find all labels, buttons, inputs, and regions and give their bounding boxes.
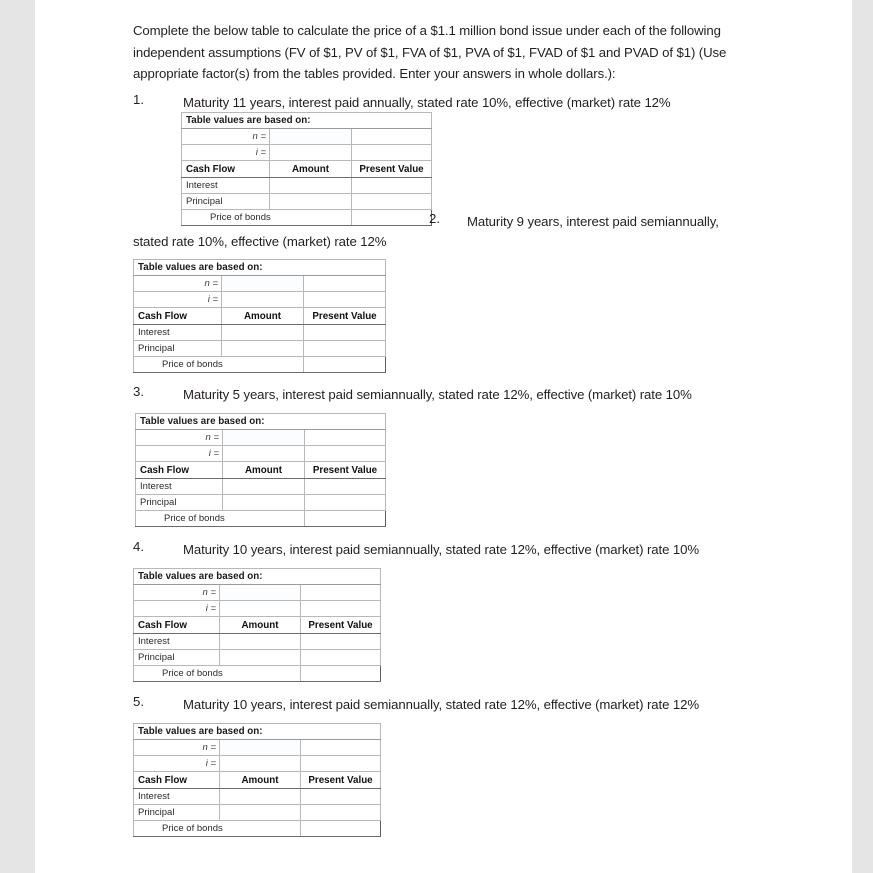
table-row bbox=[136, 495, 386, 511]
i-label: i = bbox=[134, 601, 220, 617]
interest-amount-input[interactable] bbox=[223, 479, 305, 495]
n-spacer-cell bbox=[352, 129, 432, 145]
bond-table-4 bbox=[133, 568, 381, 682]
i-label: i = bbox=[182, 145, 270, 161]
header-amount: Amount bbox=[270, 161, 352, 178]
table-caption: Table values are based on: bbox=[134, 569, 381, 585]
total-label: Price of bonds bbox=[136, 511, 305, 527]
question-number-5: 5. bbox=[133, 694, 144, 709]
interest-amount-input[interactable] bbox=[270, 178, 352, 194]
bond-table-2 bbox=[133, 259, 386, 373]
n-spacer-cell bbox=[301, 740, 381, 756]
n-input[interactable] bbox=[220, 585, 301, 601]
principal-present-value-input[interactable] bbox=[352, 194, 432, 210]
n-spacer-cell bbox=[305, 430, 386, 446]
bond-table-1 bbox=[181, 112, 432, 226]
table-caption: Table values are based on: bbox=[136, 414, 386, 430]
principal-amount-input[interactable] bbox=[222, 341, 304, 357]
principal-present-value-input[interactable] bbox=[301, 650, 381, 666]
principal-present-value-input[interactable] bbox=[301, 805, 381, 821]
row-label-principal: Principal bbox=[134, 341, 222, 357]
principal-amount-input[interactable] bbox=[223, 495, 305, 511]
i-spacer-cell bbox=[352, 145, 432, 161]
header-amount: Amount bbox=[220, 772, 301, 789]
n-label: n = bbox=[136, 430, 223, 446]
table-total-row bbox=[134, 666, 381, 682]
price-of-bonds-input[interactable] bbox=[301, 821, 381, 837]
row-label-principal: Principal bbox=[182, 194, 270, 210]
n-input[interactable] bbox=[222, 276, 304, 292]
question-text-2-line2: stated rate 10%, effective (market) rate 12% bbox=[133, 234, 387, 249]
table-row bbox=[134, 634, 381, 650]
question-number-1: 1. bbox=[133, 92, 144, 107]
header-present-value: Present Value bbox=[301, 772, 381, 789]
header-cash-flow: Cash Flow bbox=[182, 161, 270, 178]
price-of-bonds-input[interactable] bbox=[301, 666, 381, 682]
principal-amount-input[interactable] bbox=[220, 805, 301, 821]
price-of-bonds-input[interactable] bbox=[352, 210, 432, 226]
interest-present-value-input[interactable] bbox=[304, 325, 386, 341]
interest-present-value-input[interactable] bbox=[352, 178, 432, 194]
i-spacer-cell bbox=[304, 292, 386, 308]
document-content bbox=[35, 0, 852, 834]
table-caption: Table values are based on: bbox=[134, 724, 381, 740]
i-input[interactable] bbox=[222, 292, 304, 308]
question-number-4: 4. bbox=[133, 539, 144, 554]
i-label: i = bbox=[134, 292, 222, 308]
table-row bbox=[134, 341, 386, 357]
header-present-value: Present Value bbox=[305, 462, 386, 479]
header-amount: Amount bbox=[220, 617, 301, 634]
row-label-principal: Principal bbox=[136, 495, 223, 511]
i-input[interactable] bbox=[270, 145, 352, 161]
n-label: n = bbox=[134, 276, 222, 292]
price-of-bonds-input[interactable] bbox=[305, 511, 386, 527]
row-label-interest: Interest bbox=[134, 325, 222, 341]
header-cash-flow: Cash Flow bbox=[136, 462, 223, 479]
row-label-interest: Interest bbox=[134, 789, 220, 805]
header-amount: Amount bbox=[223, 462, 305, 479]
table-total-row bbox=[136, 511, 386, 527]
bond-table-3 bbox=[135, 413, 386, 527]
table-row bbox=[134, 805, 381, 821]
table-total-row bbox=[134, 357, 386, 373]
header-cash-flow: Cash Flow bbox=[134, 772, 220, 789]
total-label: Price of bonds bbox=[134, 666, 301, 682]
n-label: n = bbox=[134, 585, 220, 601]
interest-amount-input[interactable] bbox=[220, 634, 301, 650]
total-label: Price of bonds bbox=[134, 821, 301, 837]
question-text-3: Maturity 5 years, interest paid semiannually, stated rate 12%, effective (market) rate 10% bbox=[183, 387, 692, 402]
principal-present-value-input[interactable] bbox=[305, 495, 386, 511]
table-row bbox=[134, 650, 381, 666]
header-cash-flow: Cash Flow bbox=[134, 617, 220, 634]
n-input[interactable] bbox=[223, 430, 305, 446]
i-label: i = bbox=[134, 756, 220, 772]
header-present-value: Present Value bbox=[301, 617, 381, 634]
document-page bbox=[35, 0, 852, 873]
question-text-2: Maturity 9 years, interest paid semiannually, bbox=[467, 214, 719, 229]
row-label-interest: Interest bbox=[136, 479, 223, 495]
row-label-principal: Principal bbox=[134, 805, 220, 821]
header-present-value: Present Value bbox=[352, 161, 432, 178]
table-row bbox=[182, 194, 432, 210]
row-label-interest: Interest bbox=[134, 634, 220, 650]
table-total-row bbox=[182, 210, 432, 226]
table-row bbox=[134, 789, 381, 805]
header-present-value: Present Value bbox=[304, 308, 386, 325]
row-label-interest: Interest bbox=[182, 178, 270, 194]
i-spacer-cell bbox=[305, 446, 386, 462]
n-input[interactable] bbox=[220, 740, 301, 756]
n-input[interactable] bbox=[270, 129, 352, 145]
i-label: i = bbox=[136, 446, 223, 462]
principal-amount-input[interactable] bbox=[220, 650, 301, 666]
i-spacer-cell bbox=[301, 601, 381, 617]
question-number-3: 3. bbox=[133, 384, 144, 399]
table-caption: Table values are based on: bbox=[134, 260, 386, 276]
interest-present-value-input[interactable] bbox=[301, 634, 381, 650]
question-text-1: Maturity 11 years, interest paid annually, stated rate 10%, effective (market) rate 12% bbox=[183, 95, 671, 110]
i-input[interactable] bbox=[223, 446, 305, 462]
n-spacer-cell bbox=[304, 276, 386, 292]
principal-present-value-input[interactable] bbox=[304, 341, 386, 357]
header-cash-flow: Cash Flow bbox=[134, 308, 222, 325]
row-label-principal: Principal bbox=[134, 650, 220, 666]
price-of-bonds-input[interactable] bbox=[304, 357, 386, 373]
bond-table-5 bbox=[133, 723, 381, 837]
table-caption: Table values are based on: bbox=[182, 113, 432, 129]
principal-amount-input[interactable] bbox=[270, 194, 352, 210]
i-input[interactable] bbox=[220, 601, 301, 617]
total-label: Price of bonds bbox=[182, 210, 352, 226]
i-spacer-cell bbox=[301, 756, 381, 772]
interest-amount-input[interactable] bbox=[222, 325, 304, 341]
n-label: n = bbox=[134, 740, 220, 756]
question-text-4: Maturity 10 years, interest paid semiannually, stated rate 12%, effective (market) rate 10% bbox=[183, 542, 699, 557]
header-amount: Amount bbox=[222, 308, 304, 325]
question-text-5: Maturity 10 years, interest paid semiannually, stated rate 12%, effective (market) rate 12% bbox=[183, 697, 699, 712]
table-row bbox=[136, 479, 386, 495]
n-label: n = bbox=[182, 129, 270, 145]
n-spacer-cell bbox=[301, 585, 381, 601]
total-label: Price of bonds bbox=[134, 357, 304, 373]
question-number-2: 2. bbox=[429, 211, 440, 226]
table-row bbox=[134, 325, 386, 341]
interest-present-value-input[interactable] bbox=[305, 479, 386, 495]
interest-amount-input[interactable] bbox=[220, 789, 301, 805]
intro-paragraph: Complete the below table to calculate the price of a $1.1 million bond issue under each of the following independent assumptions (FV of $1, PV of $1, FVA of $1, PVA of $1, FVAD of $1 and PVAD of $1) (Use appropriate factor(s) from the tables provided. Enter your answers in whole dollars.): bbox=[133, 23, 727, 81]
i-input[interactable] bbox=[220, 756, 301, 772]
table-row bbox=[182, 178, 432, 194]
table-total-row bbox=[134, 821, 381, 837]
interest-present-value-input[interactable] bbox=[301, 789, 381, 805]
